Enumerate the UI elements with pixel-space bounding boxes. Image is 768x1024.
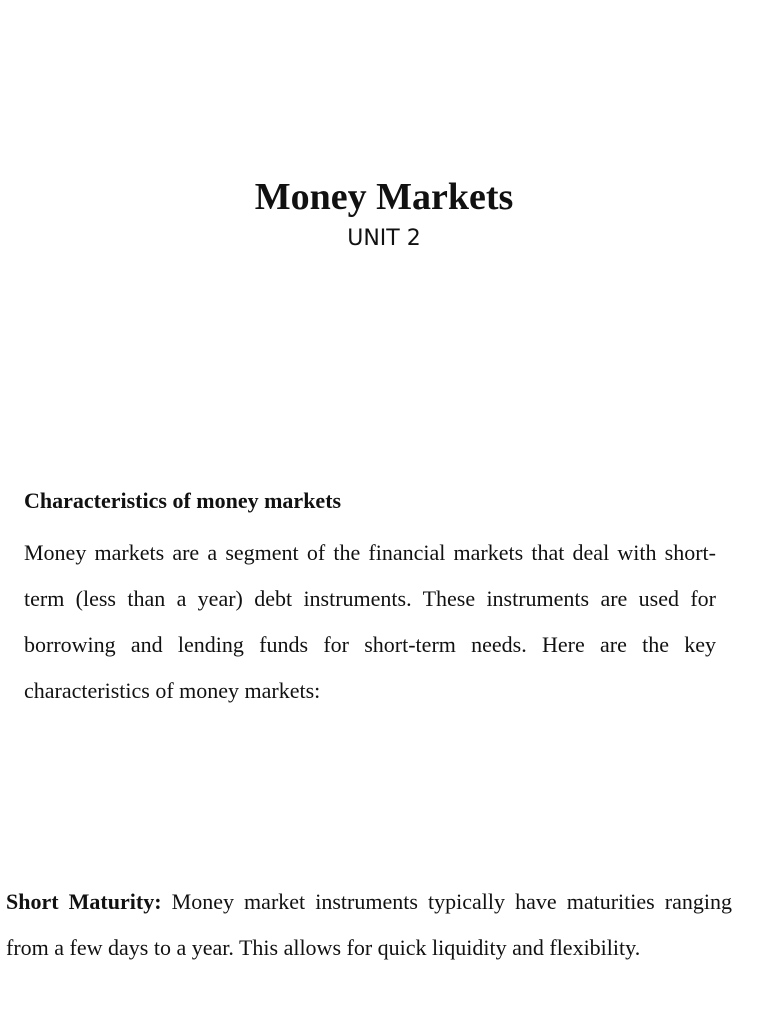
document-title: Money Markets: [254, 176, 514, 218]
section-heading: Characteristics of money markets: [24, 488, 342, 513]
point-text: Money market instruments typically have maturities ranging from a few days to a year. This allows for quick liquidity and flexibility.: [6, 889, 733, 960]
document-subtitle: UNIT 2: [347, 226, 421, 251]
point-label: Short Maturity:: [6, 889, 162, 914]
characteristics-section: [24, 484, 716, 714]
title-block: [0, 174, 768, 254]
point-short-maturity: [6, 879, 732, 971]
section-body: Money markets are a segment of the financial markets that deal with short-term (less than a year) debt instruments. These instruments are used for borrowing and lending funds for short-term needs. Here are the key characteristics of money markets:: [24, 540, 716, 703]
